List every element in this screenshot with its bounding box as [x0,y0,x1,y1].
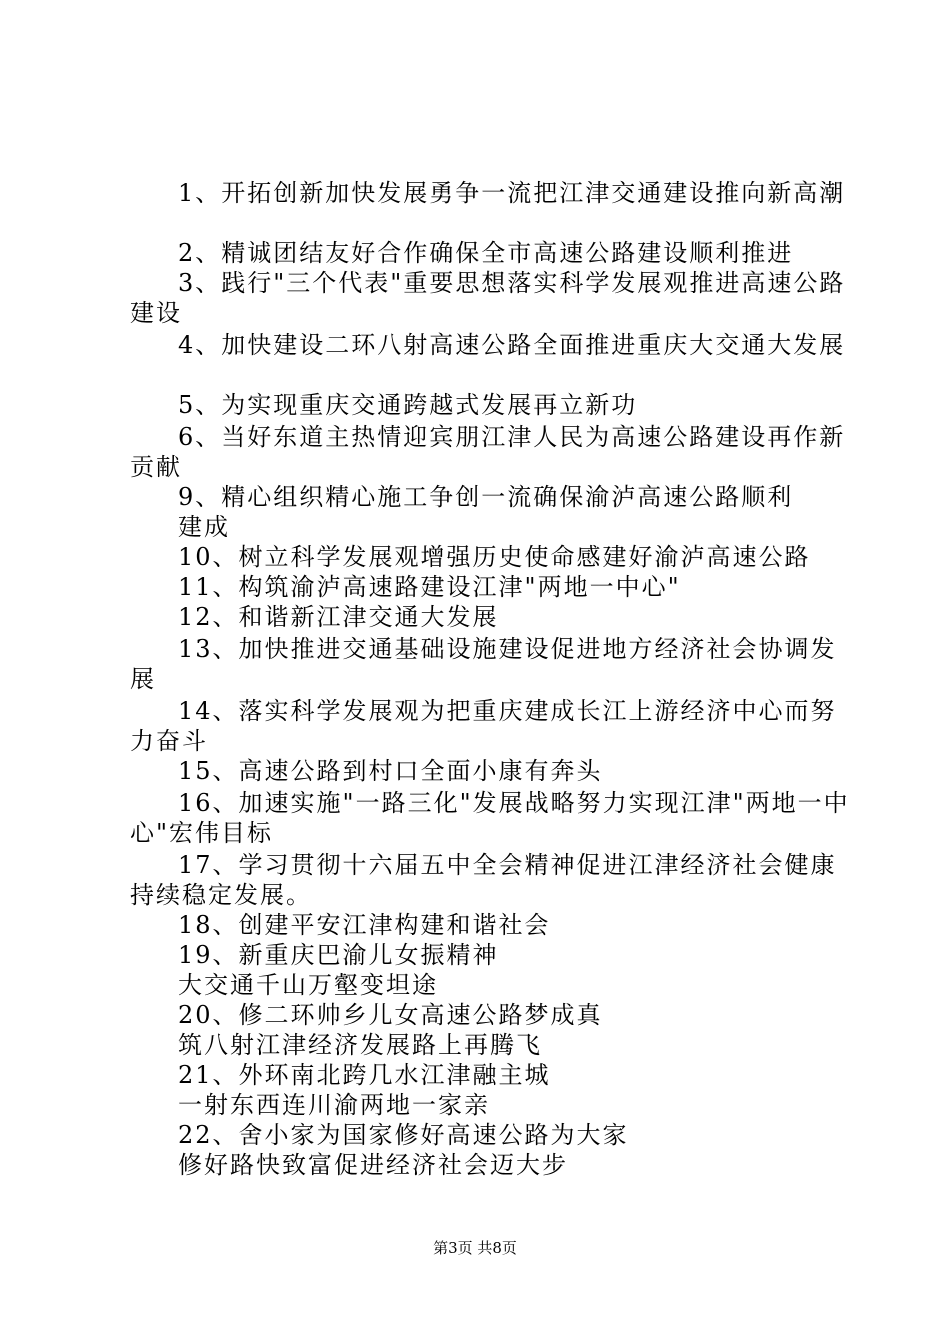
slogan-line-20-cont: 筑八射江津经济发展路上再腾飞 [178,1031,542,1059]
slogan-line-22: 22、舍小家为国家修好高速公路为大家 [178,1121,629,1149]
slogan-line-15: 15、高速公路到村口全面小康有奔头 [178,757,603,785]
slogan-line-17: 17、学习贯彻十六届五中全会精神促进江津经济社会健康 [178,851,837,879]
slogan-line-3: 3、践行"三个代表"重要思想落实科学发展观推进高速公路 [178,269,846,297]
slogan-line-2: 2、精诚团结友好合作确保全市高速公路建设顺利推进 [178,239,794,267]
slogan-line-16-cont: 心"宏伟目标 [130,819,274,847]
slogan-line-4: 4、加快建设二环八射高速公路全面推进重庆大交通大发展 [178,331,846,359]
slogan-line-9: 9、精心组织精心施工争创一流确保渝泸高速公路顺利 [178,483,794,511]
slogan-line-20: 20、修二环帅乡儿女高速公路梦成真 [178,1001,603,1029]
slogan-line-17-cont: 持续稳定发展。 [130,881,312,909]
slogan-line-5: 5、为实现重庆交通跨越式发展再立新功 [178,391,638,419]
slogan-line-18: 18、创建平安江津构建和谐社会 [178,911,551,939]
slogan-line-19-cont: 大交通千山万壑变坦途 [178,971,438,999]
slogan-line-16: 16、加速实施"一路三化"发展战略努力实现江津"两地一中 [178,789,850,817]
page-footer: 第3页 共8页 [433,1239,517,1257]
slogan-line-12: 12、和谐新江津交通大发展 [178,603,499,631]
slogan-line-9-cont: 建成 [178,513,230,541]
slogan-line-14: 14、落实科学发展观为把重庆建成长江上游经济中心而努 [178,697,837,725]
slogan-line-13-cont: 展 [130,665,156,693]
slogan-line-13: 13、加快推进交通基础设施建设促进地方经济社会协调发 [178,635,837,663]
slogan-line-21: 21、外环南北跨几水江津融主城 [178,1061,551,1089]
slogan-line-6-cont: 贡献 [130,453,182,481]
slogan-line-3-cont: 建设 [130,299,182,327]
slogan-line-11: 11、构筑渝泸高速路建设江津"两地一中心" [178,573,681,601]
slogan-line-19: 19、新重庆巴渝儿女振精神 [178,941,499,969]
slogan-line-6: 6、当好东道主热情迎宾朋江津人民为高速公路建设再作新 [178,423,846,451]
slogan-line-10: 10、树立科学发展观增强历史使命感建好渝泸高速公路 [178,543,811,571]
slogan-line-22-cont: 修好路快致富促进经济社会迈大步 [178,1151,568,1179]
slogan-line-14-cont: 力奋斗 [130,727,208,755]
slogan-line-21-cont: 一射东西连川渝两地一家亲 [178,1091,490,1119]
slogan-line-1: 1、开拓创新加快发展勇争一流把江津交通建设推向新高潮 [178,179,846,207]
